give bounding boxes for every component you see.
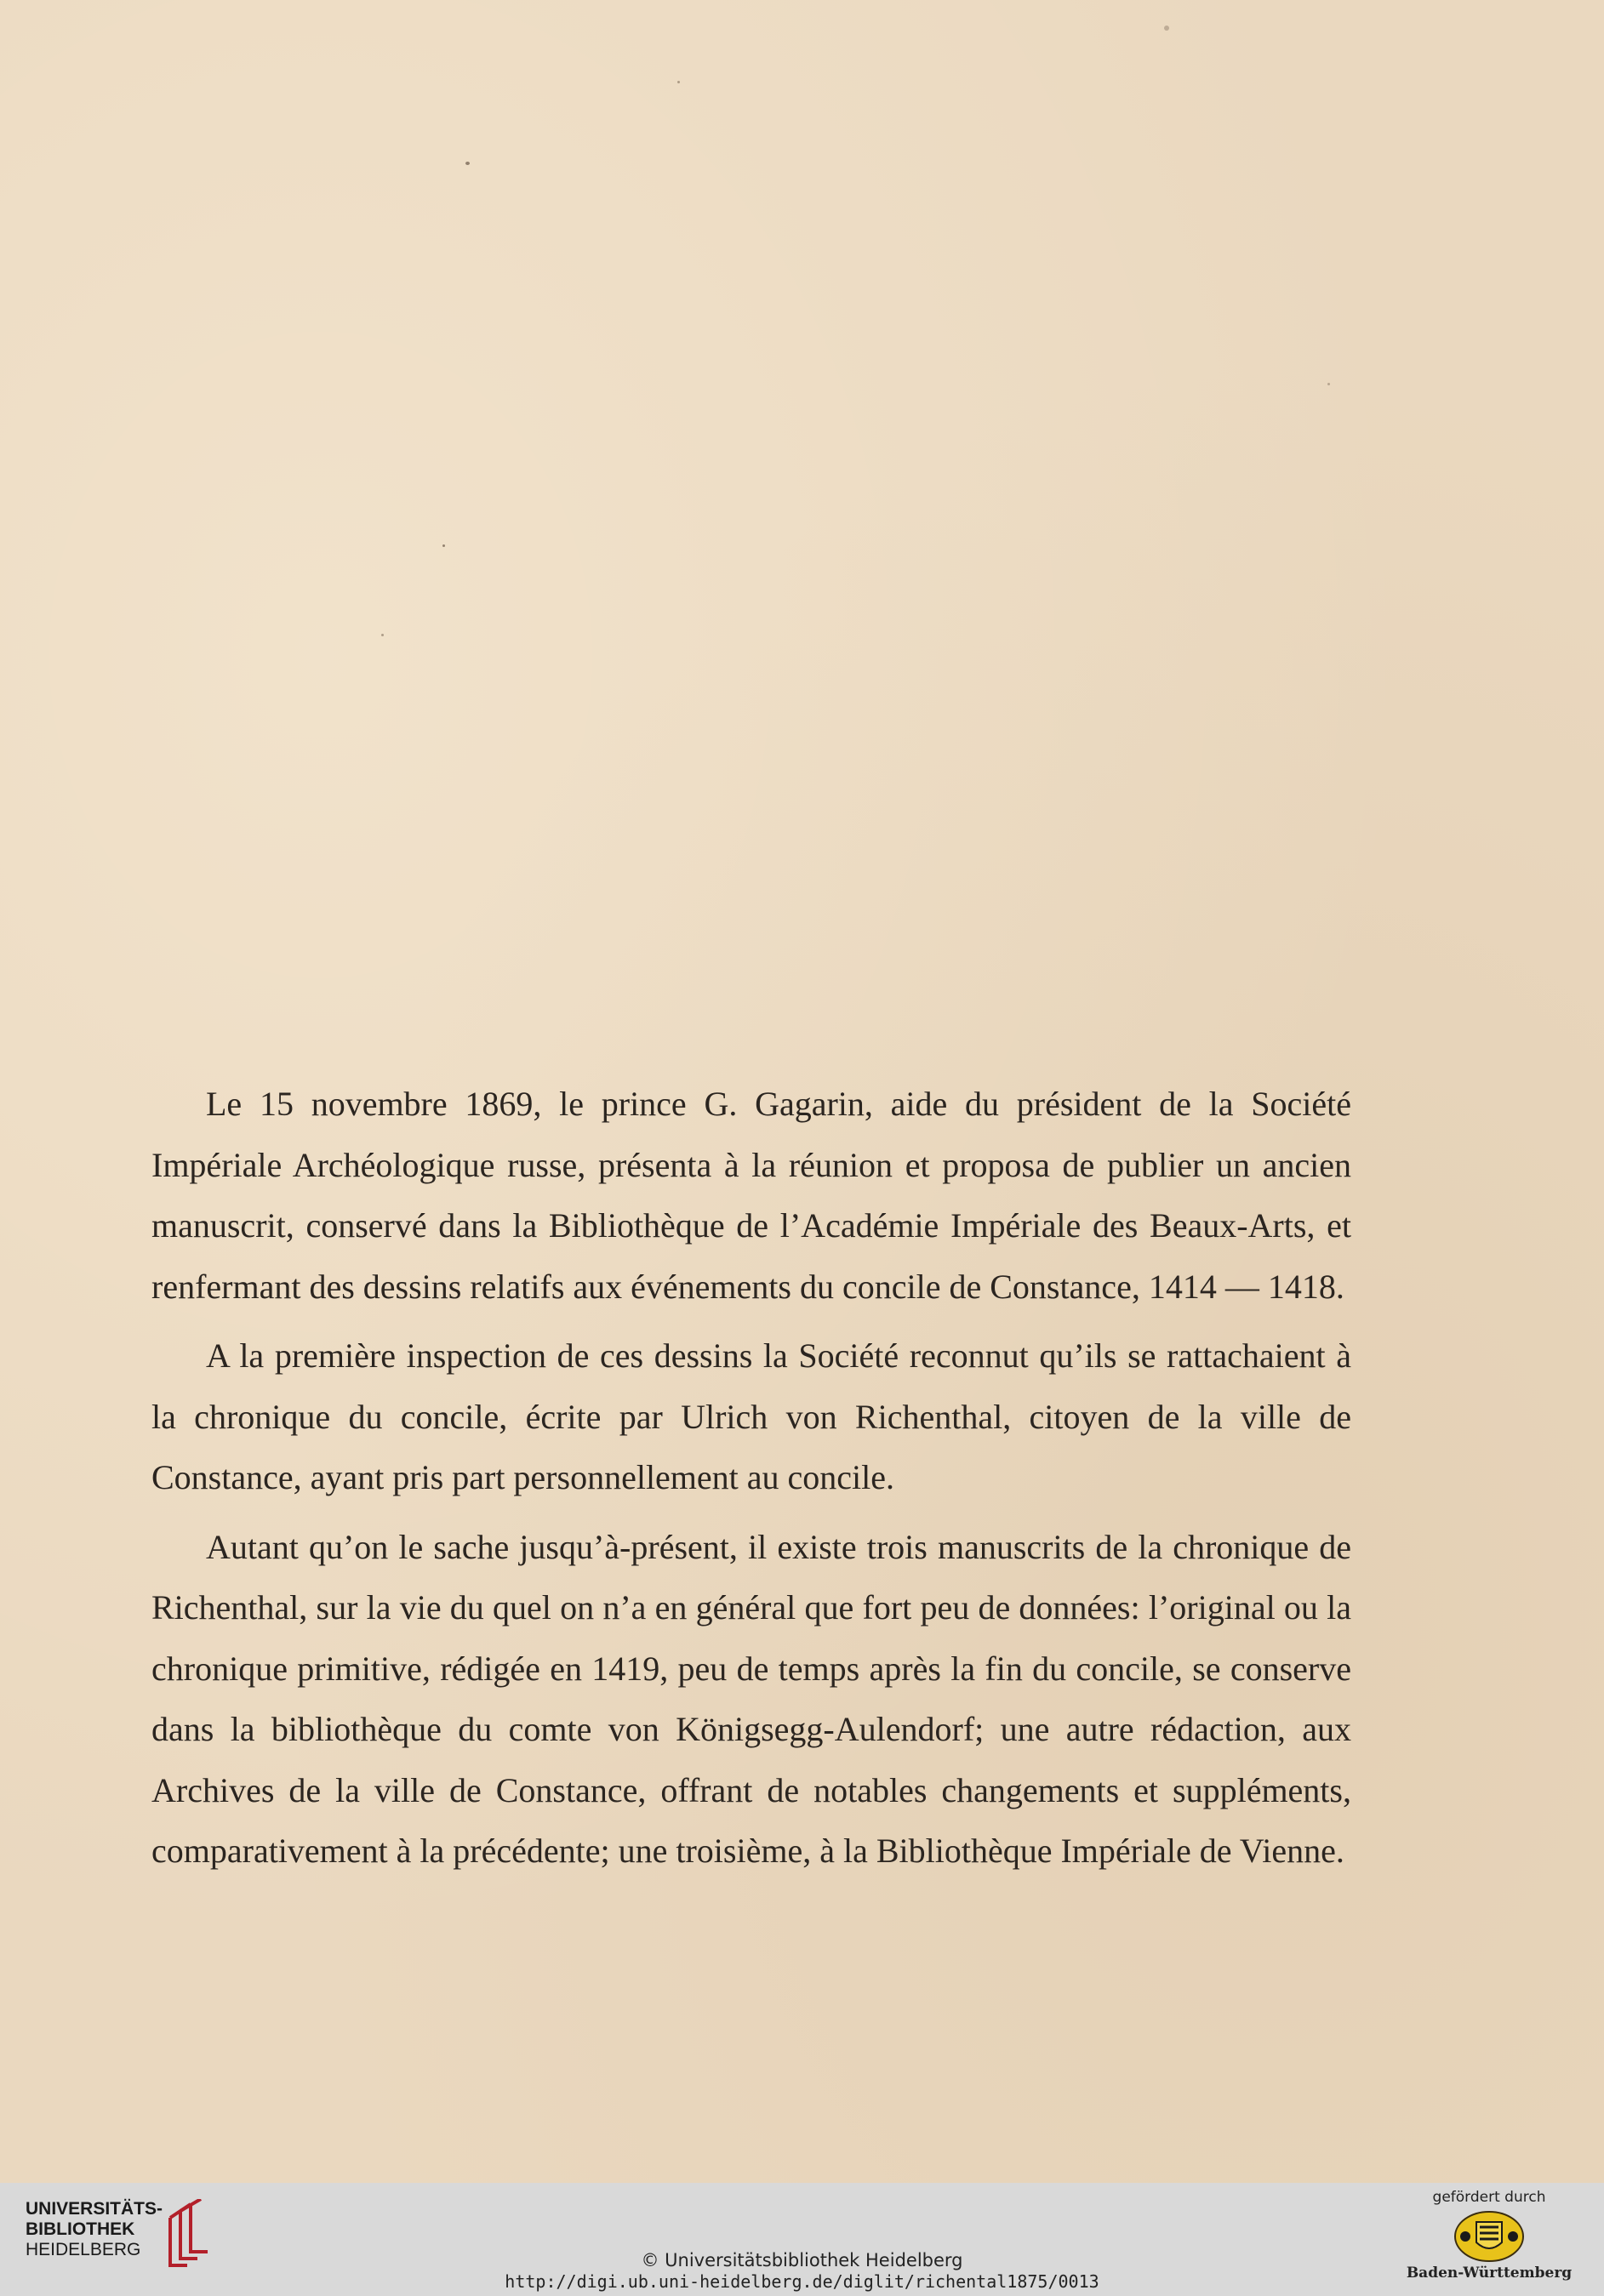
paper-speck: [1164, 26, 1169, 31]
paper-speck: [1327, 383, 1330, 385]
copyright-text: © Universitätsbibliothek Heidelberg: [641, 2250, 963, 2270]
sponsor-label: gefördert durch: [1432, 2189, 1546, 2206]
paragraph: Autant qu’on le sache jusqu’à-présent, il existe trois manuscrits de la chronique de Richenthal, sur la vie du quel on n’a en général que fort peu de données: l’original ou la chronique primitive, rédigée en 1419, peu de temps après la fin du concile, se conserve dans la bibliothèque du comte von Königsegg-Aulendorf; une autre rédaction, aux Archives de la ville de Constance, offrant de notables changements et suppléments, comparativement à la précédente; une troisième, à la Bibliothèque Impériale de Vienne.: [151, 1527, 1351, 1870]
permalink[interactable]: http://digi.ub.uni-heidelberg.de/diglit/richental1875/0013: [505, 2271, 1099, 2292]
sponsor-block: [1396, 2188, 1583, 2294]
paper-speck: [465, 162, 470, 165]
paper-speck: [442, 544, 445, 547]
sponsor-name: Baden-Württemberg: [1406, 2265, 1573, 2282]
baden-wuerttemberg-seal-icon: [1453, 2210, 1525, 2263]
library-name-line: BIBLIOTHEK: [26, 2219, 135, 2239]
paragraph: A la première inspection de ces dessins la Société reconnut qu’ils se rattachaient à la chronique du concile, écrite par Ulrich von Richenthal, citoyen de la ville de Constance, ayant pris part personnellement au concile.: [151, 1336, 1351, 1496]
body-text: [151, 1074, 1351, 1890]
library-name-line: UNIVERSITÄTS-: [26, 2199, 163, 2219]
paper-speck: [677, 81, 680, 83]
paper-speck: [381, 634, 384, 636]
paragraph: Le 15 novembre 1869, le prince G. Gagarin, aide du président de la Société Impériale Archéologique russe, présenta à la réunion et proposa de publier un ancien manuscrit, conservé dans la Bibliothèque de l’Académie Impériale des Beaux-Arts, et renfermant des dessins relatifs aux événements du concile de Constance, 1414 — 1418.: [151, 1085, 1351, 1306]
library-name-line: HEIDELBERG: [26, 2240, 141, 2259]
